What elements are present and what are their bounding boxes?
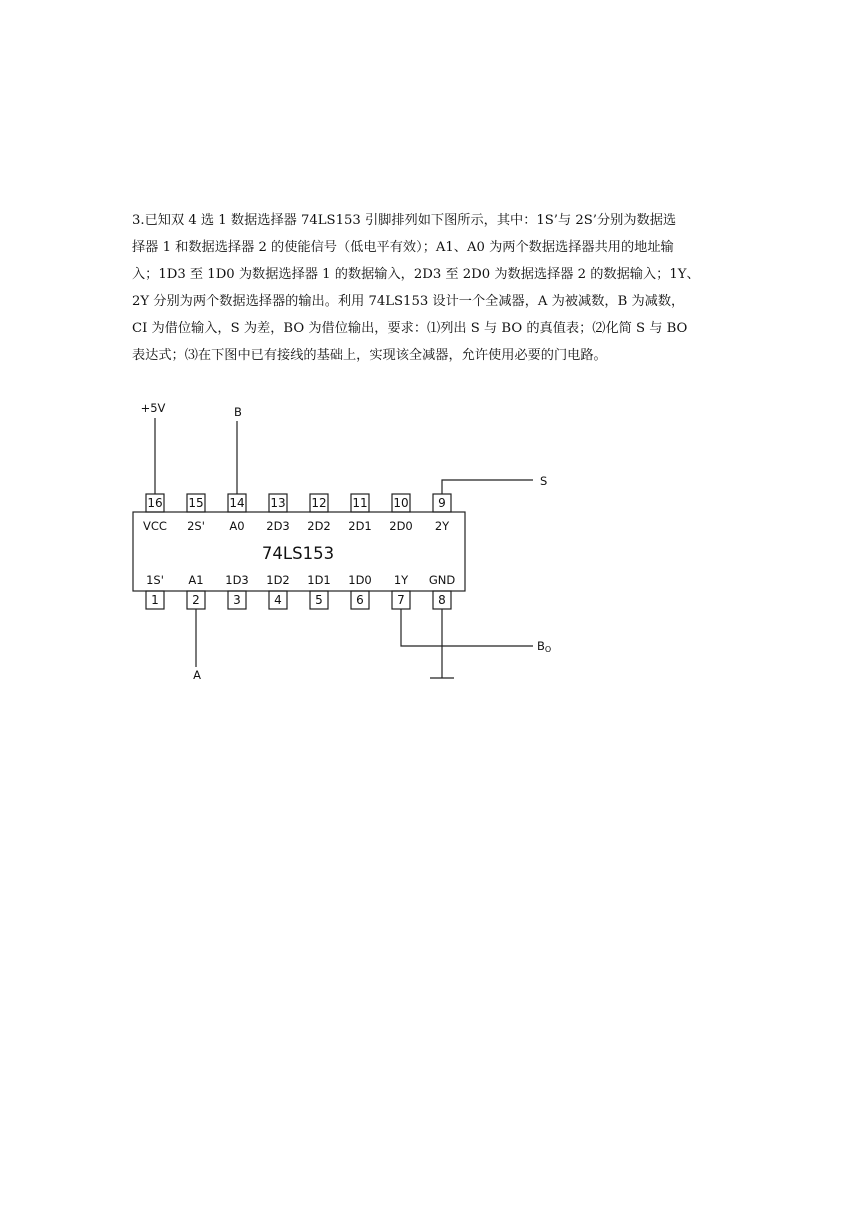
b-input-label: B [234,405,242,419]
pin-label: 1D1 [307,573,331,587]
pin-number: 6 [356,593,364,607]
pin-number: 16 [147,496,163,510]
pin-label: VCC [143,519,167,533]
pin-number: 14 [229,496,245,510]
pin-label: 1D2 [266,573,290,587]
pin-label: A1 [188,573,204,587]
pin-label: 1S' [146,573,164,587]
pin-label: 2D2 [307,519,331,533]
problem-line: 3.已知双 4 选 1 数据选择器 74LS153 引脚排列如下图所示，其中：1S’与 2S’分别为数据选 [132,213,677,228]
pin-label: A0 [229,519,245,533]
problem-line: 2Y 分别为两个数据选择器的输出。利用 74LS153 设计一个全减器，A 为被减数，B 为减数， [132,294,685,309]
pin-number: 13 [270,496,286,510]
pin-label: 1D3 [225,573,249,587]
pin-label: 2D3 [266,519,290,533]
pin-number: 7 [397,593,405,607]
problem-line: 择器 1 和数据选择器 2 的使能信号（低电平有效）；A1、A0 为两个数据选择器共用的地址输 [132,240,674,255]
problem-line: CI 为借位输入，S 为差，BO 为借位输出，要求：⑴列出 S 与 BO 的真值表；⑵化简 S 与 BO [132,321,688,336]
pin-label: 2S' [187,519,205,533]
pin-number: 12 [311,496,327,510]
problem-line: 入；1D3 至 1D0 为数据选择器 1 的数据输入，2D3 至 2D0 为数据选择器 2 的数据输入；1Y、 [132,267,700,282]
pin-label: 2Y [434,519,450,533]
problem-line: 表达式；⑶在下图中已有接线的基础上，实现该全减器，允许使用必要的门电路。 [132,348,607,363]
pin-number: 11 [352,496,368,510]
pin-number: 9 [438,496,446,510]
vcc-label: +5V [140,401,166,415]
pin-label: 1Y [393,573,409,587]
pin-number: 8 [438,593,446,607]
pin-number: 4 [274,593,282,607]
pin-label: 2D0 [389,519,413,533]
pin-label: 2D1 [348,519,372,533]
pin-number: 2 [192,593,200,607]
pin-number: 5 [315,593,323,607]
s-wire [442,480,533,494]
bo-wire [401,609,533,646]
s-output-label: S [540,474,548,488]
pin-label: GND [428,573,456,587]
pin-number: 10 [393,496,409,510]
chip-name: 74LS153 [261,544,335,563]
bo-output-label: BO [537,639,552,654]
a-input-label: A [193,668,201,682]
pin-label: 1D0 [348,573,372,587]
pin-number: 15 [188,496,204,510]
pin-number: 3 [233,593,241,607]
pin-number: 1 [151,593,159,607]
